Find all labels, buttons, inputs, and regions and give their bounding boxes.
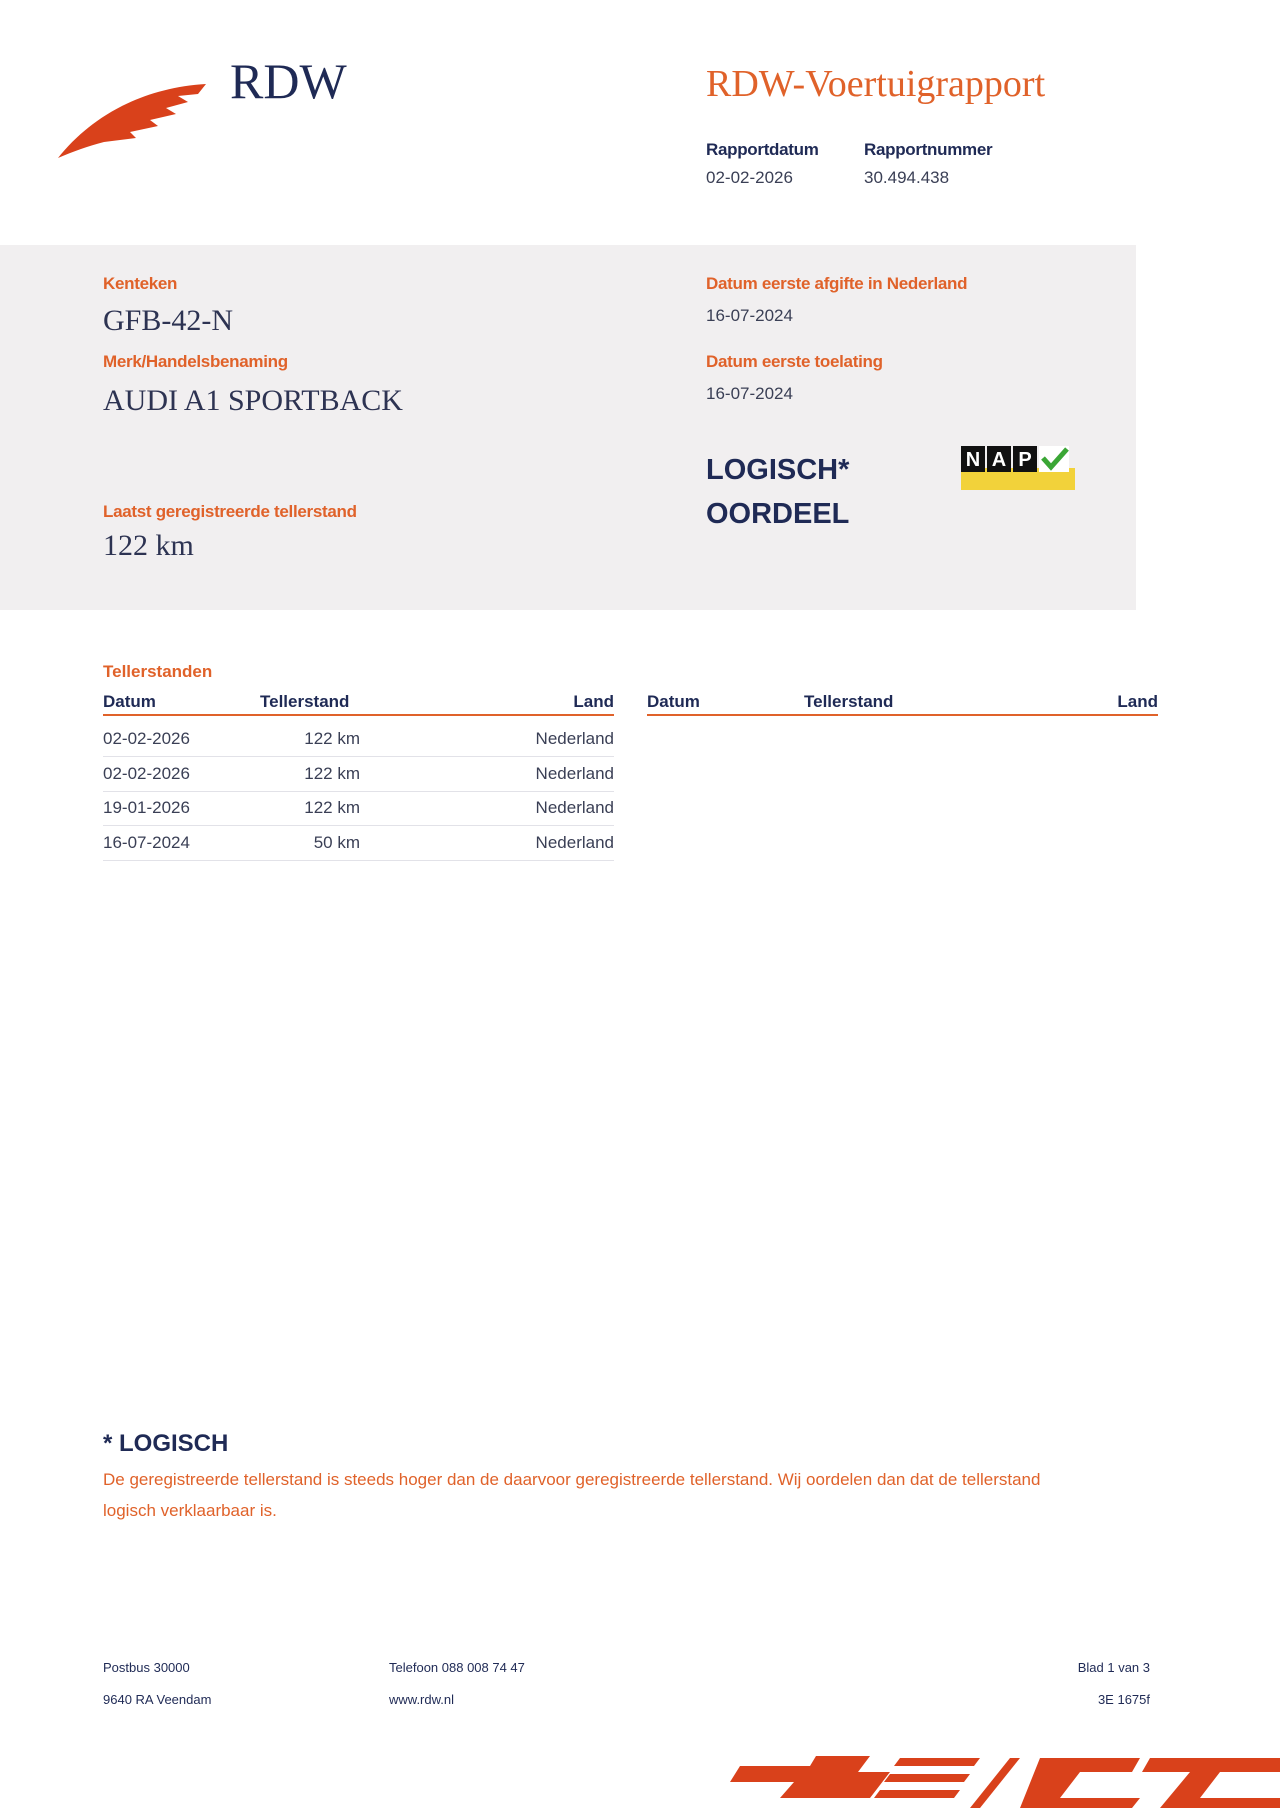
col-reading-right: Tellerstand: [804, 692, 894, 711]
row-date: 16-07-2024: [103, 833, 190, 852]
footnote-heading: * LOGISCH: [103, 1430, 229, 1457]
first-admission-label: Datum eerste toelating: [706, 352, 883, 371]
first-issue-nl-value: 16-07-2024: [706, 306, 793, 325]
logo-text: RDW: [230, 53, 347, 109]
footer-code: 3E 1675f: [1097, 1692, 1150, 1707]
table-header-right: [647, 692, 1158, 716]
nap-verdict: [706, 448, 849, 536]
col-date-right: Datum: [647, 692, 700, 711]
row-reading: 50 km: [313, 833, 360, 852]
nap-letter-n: N: [965, 449, 981, 471]
report-title: RDW-Voertuigrapport: [706, 63, 1046, 105]
panel-notch-shape: [0, 580, 170, 610]
row-country: Nederland: [535, 764, 614, 783]
report-date: 02-02-2026: [706, 168, 793, 187]
odometer-label: Laatst geregistreerde tellerstand: [103, 502, 357, 521]
col-country-right: Land: [1117, 692, 1158, 711]
nap-badge: [961, 446, 1075, 490]
plate-label: Kenteken: [103, 274, 178, 293]
nap-verdict-line-1: LOGISCH*: [706, 454, 850, 486]
col-reading: Tellerstand: [260, 692, 350, 711]
col-date: Datum: [103, 692, 156, 711]
table-row: [103, 722, 614, 757]
row-country: Nederland: [535, 798, 614, 817]
odometer-table-title: Tellerstanden: [103, 662, 213, 681]
footer-page: Blad 1 van 3: [1077, 1660, 1150, 1675]
footnote-text: De geregistreerde tellerstand is steeds hoger dan de daarvoor geregistreerde tellerstand. Wij oordelen dan dat de tellerstand logisch verklaarbaar is.: [103, 1470, 1041, 1520]
report-date-label: Rapportdatum: [706, 140, 819, 159]
col-country: Land: [573, 692, 614, 711]
first-issue-nl-label: Datum eerste afgifte in Nederland: [706, 274, 968, 293]
footer-address-2: 9640 RA Veendam: [103, 1692, 212, 1707]
row-reading: 122 km: [304, 729, 360, 748]
table-header-left: [103, 692, 614, 716]
table-row: [103, 791, 614, 826]
rdw-logo-icon: [58, 80, 208, 162]
nap-verdict-line-2: OORDEEL: [706, 498, 850, 530]
row-date: 02-02-2026: [103, 764, 190, 783]
footer-address-1: Postbus 30000: [103, 1660, 190, 1675]
report-number: 30.494.438: [864, 168, 950, 187]
row-country: Nederland: [535, 833, 614, 852]
table-row: [103, 757, 614, 792]
nap-letter-a: A: [991, 449, 1007, 471]
plate-value: GFB-42-N: [103, 304, 234, 337]
brand-label: Merk/Handelsbenaming: [103, 352, 288, 371]
footer-phone: Telefoon 088 008 74 47: [389, 1660, 525, 1675]
row-reading: 122 km: [304, 764, 360, 783]
nap-letter-p: P: [1018, 449, 1032, 471]
first-admission-value: 16-07-2024: [706, 384, 793, 403]
row-date: 02-02-2026: [103, 729, 190, 748]
table-row: [103, 826, 614, 861]
footer-decoration: [720, 1752, 1280, 1810]
report-number-label: Rapportnummer: [864, 140, 993, 159]
odometer-value: 122 km: [103, 529, 194, 562]
brand-value: AUDI A1 SPORTBACK: [103, 384, 403, 417]
footer-website[interactable]: www.rdw.nl: [389, 1692, 455, 1707]
row-reading: 122 km: [304, 798, 360, 817]
row-country: Nederland: [535, 729, 614, 748]
row-date: 19-01-2026: [103, 798, 190, 817]
